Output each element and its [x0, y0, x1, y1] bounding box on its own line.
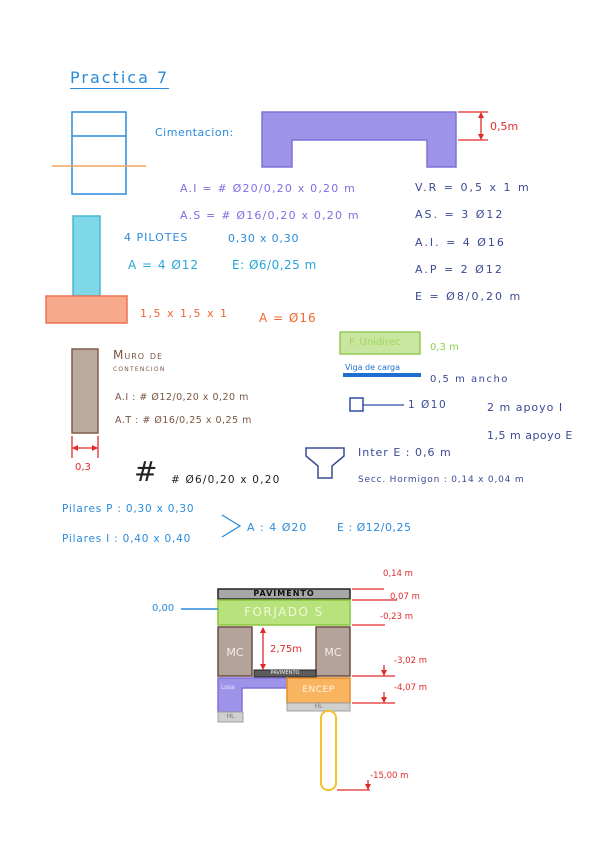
viga-carga-label: Viga de carga: [345, 363, 401, 372]
cimentacion-canto: 0,5m: [490, 120, 519, 133]
cimentacion-label: Cimentacion:: [155, 126, 234, 139]
altura-libre-label: 2,75m: [270, 644, 303, 655]
retaining-wall-shape: [72, 349, 98, 433]
rebar-label: 1 Ø10: [408, 399, 448, 411]
mallazo-symbol: #: [134, 455, 158, 488]
pilotes-count: 4 PILOTES: [124, 231, 189, 244]
level-label: -15,00 m: [370, 771, 409, 781]
level-label: -4,07 m: [394, 683, 427, 693]
cota-cero-label: 0,00: [152, 603, 175, 614]
apoyo-interior: 2 m apoyo I: [487, 401, 564, 414]
pilares-brace: [222, 515, 240, 537]
pilares-interiores: Pilares I : 0,40 x 0,40: [62, 533, 192, 545]
pile-cap-shape: [46, 296, 127, 323]
seccion-hormigon-label: Secc. Hormigon : 0,14 x 0,04 m: [358, 475, 525, 485]
muro-derecho-label: MC: [324, 646, 342, 659]
pavimento-label: PAVIMENTO: [253, 589, 315, 598]
viga-riostra-line: V.R = 0,5 x 1 m: [415, 181, 531, 194]
muro-izquierdo-label: MC: [226, 646, 244, 659]
hl-right-label: HL: [314, 703, 323, 710]
pilotes-estribos: E: Ø6/0,25 m: [232, 258, 317, 272]
cimentacion-section-shape: [262, 112, 456, 167]
pilotes-armado: A = 4 Ø12: [128, 258, 200, 272]
viga-carga-underline: [343, 373, 421, 377]
joist-section-shape: [306, 448, 344, 478]
muro-armado-ai: A.I : # Ø12/0,20 x 0,20 m: [115, 392, 249, 403]
pile-shape: [73, 216, 100, 296]
losa-label: Losa: [221, 684, 235, 691]
forjado-sanitario-label: FORJADO S: [244, 605, 324, 619]
muro-subtitle: contencion: [113, 364, 166, 374]
viga-riostra-line: AS. = 3 Ø12: [415, 208, 505, 221]
viga-carga-ancho: 0,5 m ancho: [430, 374, 509, 385]
mallazo-spec: # Ø6/0,20 x 0,20: [171, 474, 281, 486]
forjado-canto: 0,3 m: [430, 342, 459, 353]
muro-armado-at: A.T : # Ø16/0,25 x 0,25 m: [115, 415, 252, 426]
pilares-estribos: E : Ø12/0,25: [337, 521, 412, 534]
pilotes-section: 0,30 x 0,30: [228, 232, 300, 245]
page-title: Practica 7: [70, 68, 170, 87]
viga-riostra-line: A.P = 2 Ø12: [415, 263, 504, 276]
viga-riostra-line: A.I. = 4 Ø16: [415, 236, 506, 249]
pilares-armado: A : 4 Ø20: [247, 521, 308, 534]
cimentacion-armado-superior: A.S = # Ø16/0,20 x 0,20 m: [180, 209, 360, 222]
encepado-armado: A = Ø16: [259, 311, 317, 325]
level-label: 0,14 m: [383, 569, 413, 579]
apoyo-exterior: 1,5 m apoyo E: [487, 429, 573, 442]
hl-left-label: HL: [226, 713, 235, 720]
muro-title: Muro de: [113, 348, 164, 362]
intereje-label: Inter E : 0,6 m: [358, 446, 452, 459]
muro-espesor: 0,3: [75, 462, 91, 473]
cimentacion-armado-inferior: A.I = # Ø20/0,20 x 0,20 m: [180, 182, 357, 195]
level-label: -0,23 m: [380, 612, 413, 622]
rebar-section-square: [350, 398, 363, 411]
forjado-tipo: F. Unidirec: [349, 337, 401, 348]
encepado-label: ENCEP: [302, 685, 335, 695]
pavimento-sotano-label: PAVIMENTO: [270, 670, 300, 676]
pilote-section: [321, 711, 336, 790]
viga-riostra-line: E = Ø8/0,20 m: [415, 290, 523, 303]
encepado-dimensions: 1,5 x 1,5 x 1: [140, 307, 229, 320]
footing-plan-outline: [72, 112, 126, 194]
pilares-perimetrales: Pilares P : 0,30 x 0,30: [62, 503, 195, 515]
level-label: -3,02 m: [394, 656, 427, 666]
level-label: 0,07 m: [390, 592, 420, 602]
